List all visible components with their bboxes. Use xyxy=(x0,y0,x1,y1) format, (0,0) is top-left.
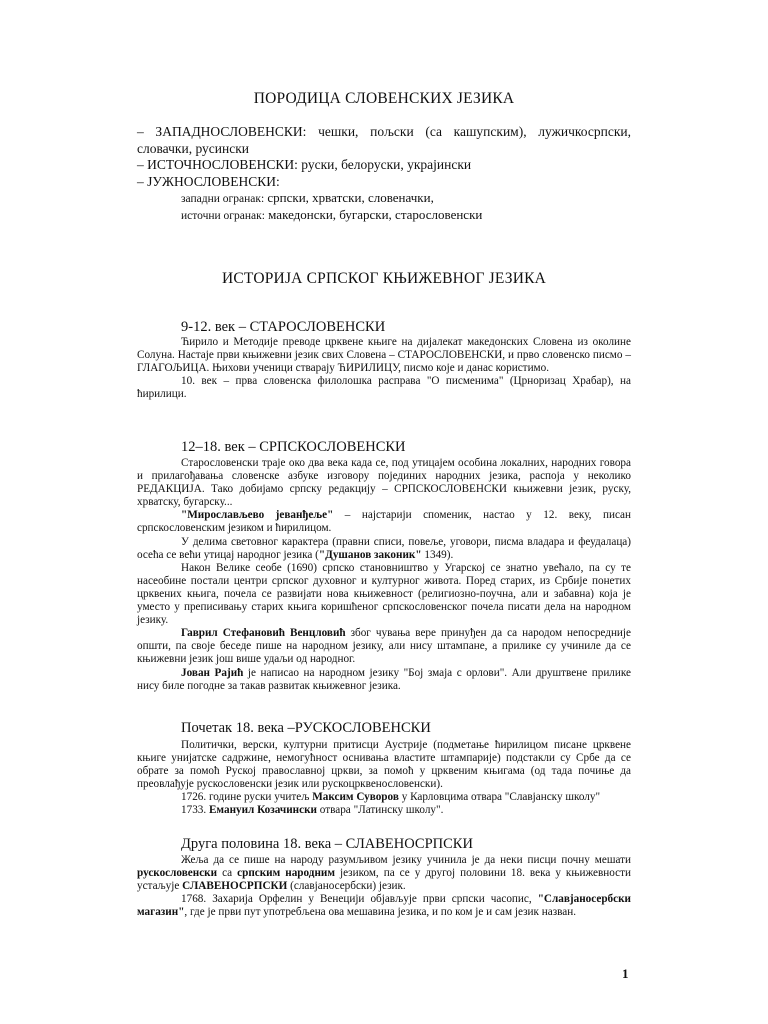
section1-heading: 9-12. век – СТАРОСЛОВЕНСКИ xyxy=(181,319,386,335)
south-west-label: западни огранак: xyxy=(181,193,265,205)
section1-paragraph2: 10. век – прва словенска филолошка расправа "О писменима" (Црноризац Храбар), на ћирилици. xyxy=(137,375,631,401)
suvorov-name: Максим Суворов xyxy=(312,791,399,804)
family-west: – ЗАПАДНОСЛОВЕНСКИ: чешки, пољски (са кашупским), лужичкосрпски, xyxy=(137,124,631,139)
south-west-langs: српски, хрватски, словеначки, xyxy=(267,190,434,205)
section2-paragraph4: Након Велике сеобе (1690) српско становништво у Угарској се знатно увећало, па су те насеобине постали центри српског духовног и културног живота. Поред старих, из Србије понетих црквених књига, почела се развијати нова књижевност (религиозно-поучна, али и забавна) која је уместо у преписивању старих књига коришћеног српскословенског почела писати дела на народном језику. xyxy=(137,561,631,627)
rajic-name: Јован Рајић xyxy=(181,666,244,679)
section3-paragraph1: Политички, верски, културни притисци Аустрије (подметање ћирилицом писане црквене књиге унијатске садржине, немогућност оснивања властите штампарије) подстакли су Србе да се обрате за помоћ Руској православној цркви, за помоћ у црквеним књигама (од тада почиње да преовлађује рускословенски језик или рускоцрквенословенски). xyxy=(137,739,631,791)
section4-heading: Друга половина 18. века – СЛАВЕНОСРПСКИ xyxy=(181,836,473,852)
section3-body xyxy=(137,739,631,818)
family-list xyxy=(137,124,631,190)
south-east-branch xyxy=(181,206,482,225)
south-east-langs: македонски, бугарски, старословенски xyxy=(268,207,483,222)
title-history: ИСТОРИЈА СРПСКОГ КЊИЖЕВНОГ ЈЕЗИКА xyxy=(221,270,547,287)
section3-paragraph3: 1733. Емануил Козачински отвара "Латинску школу". xyxy=(181,804,444,817)
section3-paragraph2: 1726. године руски учитељ Максим Суворов у Карловцима отвара "Славјанску школу" xyxy=(181,791,601,804)
section2-paragraph2: "Мирослављево јеванђеље" – најстарији споменик, настао у 12. веку, писан српскословенским језиком и ћирилицом. xyxy=(137,509,631,535)
section2-paragraph6: Јован Рајић је написао на народном језику "Бој змаја с орлови". Али друштвене прилике нису биле погодне за такав развитак књижевног језика. xyxy=(137,666,631,692)
venclovic-name: Гаврил Стефановић Венцловић xyxy=(181,627,346,640)
section1-paragraph1: Ћирило и Методије преводе црквене књиге на дијалекат македонских Словена из околине Солуна. Настаје први књижевни језик свих Словена – СТАРОСЛОВЕНСКИ, и прво словенско писмо – ГЛАГОЉИЦА. Њихови ученици стварају ЋИРИЛИЦУ, писмо које и данас користимо. xyxy=(137,336,631,375)
kozacinski-name: Емануил Козачински xyxy=(208,804,317,817)
family-south: – ЈУЖНОСЛОВЕНСКИ: xyxy=(137,173,280,189)
family-east: – ИСТОЧНОСЛОВЕНСКИ: руски, белоруски, украјински xyxy=(137,157,472,172)
section1-body xyxy=(137,336,631,401)
section4-body xyxy=(137,854,631,919)
section2-paragraph5: Гаврил Стефановић Венцловић због чувања вере принуђен да са народом непосредније општи, па своје беседе пише на народном језику, али нису штампане, а прилике су учиниле да се књижевни језик још више удаљи од народног. xyxy=(137,627,631,666)
section4-paragraph1: Жеља да се пише на народу разумљивом језику учинила је да неки писци почну мешати рускословенски са српским народним језиком, па се у другој половини 18. века у књижевности устаљује СЛАВЕНОСРПСКИ (славјаносербски) језик. xyxy=(137,854,631,893)
family-west-cont: словачки, русински xyxy=(137,140,249,156)
section3-heading: Почетак 18. века –РУСКОСЛОВЕНСКИ xyxy=(181,720,431,736)
section2-body xyxy=(137,457,631,693)
south-east-label: источни огранак: xyxy=(181,210,265,222)
section2-paragraph1: Старословенски траје око два века када се, под утицајем особина локалних, народних говора и прилагођавања словенске азбуке изговору појединих народних језика, распоја у неколико РЕДАКЦИЈА. Тако добијамо српску редакцију – СРПСКОСЛОВЕНСКИ књижевни језик, руску, хрватску, бугарску... xyxy=(137,457,631,509)
section2-heading: 12–18. век – СРПСКОСЛОВЕНСКИ xyxy=(181,439,406,455)
page-number: 1 xyxy=(622,966,629,981)
section4-paragraph2: 1768. Захарија Орфелин у Венецији објављује први српски часопис, "Славјаносербски магазин", где је први пут употребљена ова мешавина језика, и по ком је и сам језик назван. xyxy=(137,893,631,919)
dusan-code: "Душанов законик" xyxy=(318,548,422,561)
section2-paragraph3: У делима световног карактера (правни списи, повеље, уговори, писма владара и феудалаца) осећа се већи утицај народног језика ("Душанов законик" 1349). xyxy=(137,535,631,561)
miroslav-gospel: "Мирослављево јеванђеље" xyxy=(181,509,334,522)
title-slavic-family: ПОРОДИЦА СЛОВЕНСКИХ ЈЕЗИКА xyxy=(253,90,515,107)
magazine-name: "Славјаносербски магазин" xyxy=(137,893,631,919)
